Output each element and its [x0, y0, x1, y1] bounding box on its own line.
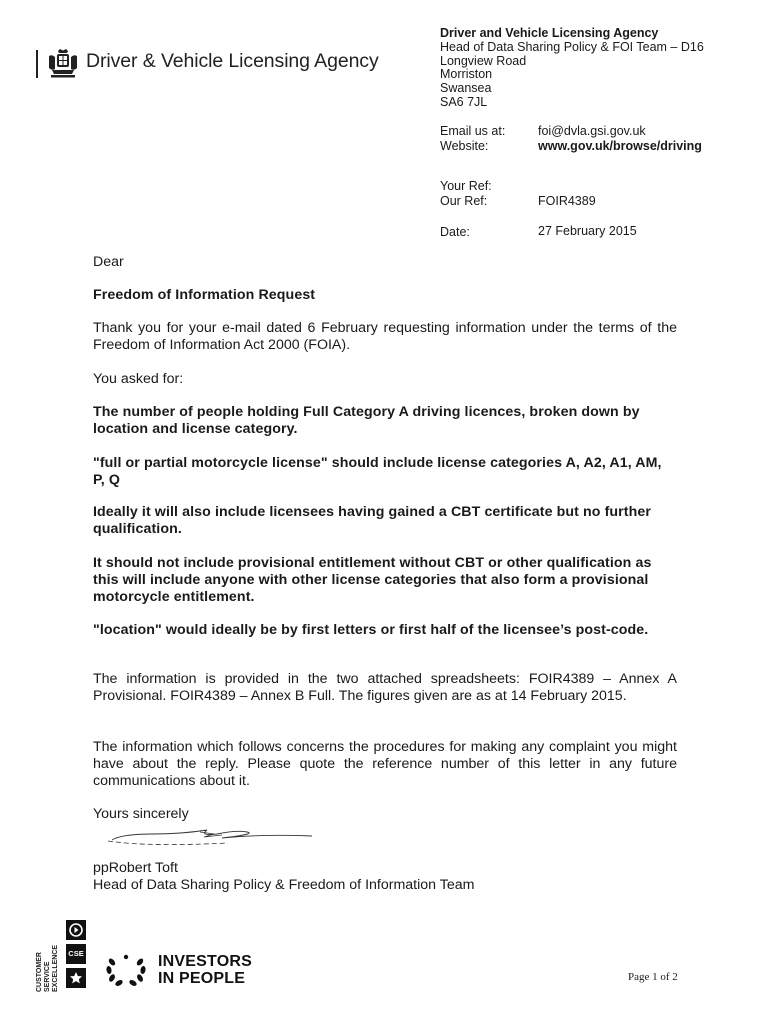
signatory-name: ppRobert Toft	[93, 860, 178, 876]
logo-divider	[36, 50, 38, 78]
paragraph-complaint: The information which follows concerns the procedures for making any complaint you might have about the reply. Please quote the reference number of this letter in any future communications about it.	[93, 739, 677, 789]
star-icon	[66, 968, 86, 988]
request-item-5: "location" would ideally be by first letters or first half of the licensee’s post-code.	[93, 622, 649, 638]
request-item-4: It should not include provisional entitlement without CBT or other qualification as this will include anyone with other license categories that also form a provisional motorcycle entitlement.	[93, 555, 652, 605]
signatory-title: Head of Data Sharing Policy & Freedom of Information Team	[93, 877, 475, 893]
your-ref-label: Your Ref:	[440, 179, 492, 193]
salutation: Dear	[93, 254, 124, 270]
iip-line-1: INVESTORS	[158, 953, 252, 970]
sender-organisation: Driver and Vehicle Licensing Agency	[440, 26, 659, 40]
address-line: Morriston	[440, 67, 493, 82]
email-link[interactable]: foi@dvla.gsi.gov.uk	[538, 124, 646, 138]
sender-address	[440, 27, 740, 110]
date-label: Date:	[440, 225, 470, 239]
request-item-1: The number of people holding Full Category A driving licences, broken down by location and license category.	[93, 404, 640, 437]
address-line: Longview Road	[440, 53, 527, 68]
letter-subject: Freedom of Information Request	[93, 287, 316, 303]
website-label: Website:	[440, 139, 489, 153]
email-label: Email us at:	[440, 124, 506, 138]
address-line: Swansea	[440, 81, 492, 96]
cse-badge: CSE	[66, 944, 86, 964]
paragraph-information: The information is provided in the two attached spreadsheets: FOIR4389 – Annex A Provisional. FOIR4389 – Annex B Full. The figures given are as at 14 February 2015.	[93, 671, 677, 704]
investors-in-people-logo	[104, 952, 254, 988]
paragraph-you-asked: You asked for:	[93, 371, 184, 387]
logo-wordmark: Driver & Vehicle Licensing Agency	[86, 50, 379, 72]
request-item-3: Ideally it will also include licensees having gained a CBT certificate but no further qualification.	[93, 504, 652, 537]
play-icon	[66, 920, 86, 940]
wreath-icon	[104, 952, 148, 988]
dvla-logo	[36, 44, 396, 80]
page-number: Page 1 of 2	[628, 971, 678, 983]
date-value: 27 February 2015	[538, 224, 637, 238]
address-line: SA6 7JL	[440, 94, 488, 109]
request-item-2: "full or partial motorcycle license" should include license categories A, A2, A1, AM, P, Q	[93, 455, 662, 488]
royal-crest-icon	[46, 48, 80, 80]
address-line: Head of Data Sharing Policy & FOI Team – D16	[440, 39, 704, 54]
cse-text: CUSTOMER SERVICE EXCELLENCE	[36, 944, 59, 992]
signature	[100, 826, 320, 850]
our-ref-label: Our Ref:	[440, 194, 488, 208]
website-link[interactable]: www.gov.uk/browse/driving	[538, 139, 702, 153]
closing: Yours sincerely	[93, 806, 189, 822]
iip-line-2: IN PEOPLE	[158, 970, 246, 987]
paragraph-intro: Thank you for your e-mail dated 6 February requesting information under the terms of the Freedom of Information Act 2000 (FOIA).	[93, 320, 677, 353]
our-ref-value: FOIR4389	[538, 194, 596, 208]
customer-service-excellence-logo	[36, 920, 92, 992]
